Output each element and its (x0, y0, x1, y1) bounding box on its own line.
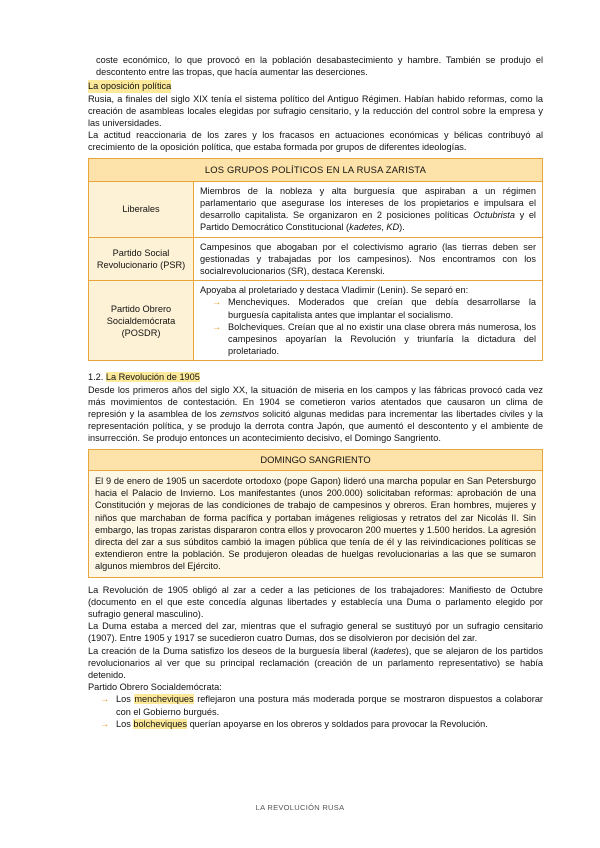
table-row (89, 237, 543, 281)
group-name: Partido Social Revolucionario (PSR) (89, 237, 194, 281)
after-paragraph-3: La creación de la Duma satisfizo los deseos de la burguesía liberal (kadetes), que se alejaron de los partidos revolucionarios al ver que su principal reclamación (creación de un parlamento representativo) se había detenido. (88, 645, 543, 680)
group-name: Liberales (89, 181, 194, 237)
document-page (88, 54, 543, 730)
page-footer: LA REVOLUCIÓN RUSA (255, 803, 345, 812)
after-paragraph-4: Partido Obrero Socialdemócrata: (88, 682, 222, 693)
oposicion-paragraph-1: Rusia, a finales del siglo XIX tenía el sistema político del Antiguo Régimen. Habían habido reformas, como la creación de asambleas locales elegidas por sufragio censitario, y la reducción del control sobre la empresa y las universidades. (88, 93, 543, 129)
table-row (89, 181, 543, 237)
list-item: → Los bolcheviques querían apoyarse en los obreros y soldados para provocar la Revolución. (100, 718, 488, 729)
after-paragraph-2: La Duma estaba a merced del zar, mientras que el sufragio general se sustituyó por un sufragio censitario (1907). Entre 1905 y 1917 se sucedieron cuatro Dumas, dos se disolvieron por decisión del zar. (88, 621, 543, 644)
list-item: → Bolcheviques. Creían que al no existir una clase obrera más numerosa, los campesinos apoyarían la Revolución y triunfaría la dictadura del proletariado. (212, 321, 536, 357)
arrow-right-icon: → (212, 297, 222, 308)
section-heading-oposicion: La oposición política (88, 81, 172, 92)
revolucion-paragraph: Desde los primeros años del siglo XX, la situación de miseria en los campos y las fábricas provocó cada vez más movimientos de contestación. En 1904 se cometieron varios atentados que causaron un clima de represión y la asamblea de los zemstvos solicitó algunas medidas para incrementar las libertades civiles y la representación política, y se produjo la derrota contra Japón, que aumentó el descontento y el ambiente de insurrección. Se produjo entonces un acontecimiento decisivo, el Domingo Sangriento. (88, 384, 543, 444)
grupos-politicos-table (88, 158, 543, 362)
list-item: → Mencheviques. Moderados que creían que debía desarrollarse la burguesía capitalista antes que implantar el socialismo. (212, 297, 536, 320)
group-description: Apoyaba al proletariado y destaca Vladimir (Lenin). Se separó en: → Mencheviques. Moderados que creían que debía desarrollarse la burguesía capitalista antes que implantar el socialismo. → Bolcheviques. Creían que al no existir una clase obrera más numerosa, los campesinos apoyarían la Revolución y triunfaría la dictadura del proletariado. (194, 281, 543, 361)
arrow-right-icon: → (100, 694, 110, 705)
after-paragraph-1: La Revolución de 1905 obligó al zar a ceder a las peticiones de los trabajadores: Manifiesto de Octubre (documento en el que este concedía algunas libertades y establecía una Duma o parlamento elegido por sufragio general masculino). (88, 584, 543, 619)
list-item: → Los mencheviques reflejaron una postura más moderada porque se mostraron dispuestos a colaborar con el Gobierno burgués. (100, 694, 543, 717)
table-row (89, 281, 543, 361)
group-name: Partido Obrero Socialdemócrata (POSDR) (89, 281, 194, 361)
arrow-right-icon: → (100, 718, 110, 729)
intro-continuation: coste económico, lo que provocó en la población desabastecimiento y hambre. También se produjo el descontento entre las tropas, que hacía aumentar las deserciones. (96, 55, 543, 78)
domingo-sangriento-box (88, 449, 543, 578)
group-description: Miembros de la nobleza y alta burguesía que aspiraban a un régimen parlamentario que asegurase los intereses de los propietarios e impulsara el desarrollo capitalista. Se organizaron en 2 posiciones políticas Octubrista y el Partido Democrático Constitucional (kadetes, KD). (194, 181, 543, 237)
oposicion-paragraph-2: La actitud reaccionaria de los zares y los fracasos en actuaciones económicas y bélicas contribuyó al crecimiento de la oposición política, que estaba formada por grupos de diferentes ideologías. (88, 130, 543, 153)
section-heading-revolucion-1905: 1.2. La Revolución de 1905 (88, 372, 200, 383)
group-description: Campesinos que abogaban por el colectivismo agrario (las tierras deben ser gestionadas y trabajadas por los campesinos). Nos encontramos con los socialrevolucionarios (SR), destaca Kerenski. (194, 237, 543, 281)
box-title: DOMINGO SANGRIENTO (89, 450, 542, 471)
table-title: LOS GRUPOS POLÍTICOS EN LA RUSA ZARISTA (89, 158, 543, 181)
box-body: El 9 de enero de 1905 un sacerdote ortodoxo (pope Gapon) lideró una marcha popular en San Petersburgo hacia el Palacio de Invierno. Los manifestantes (unos 200.000) solicitaban reformas: aprobación de una Constitución y mejoras de las condiciones de trabajo de campesinos y obreros. Eran hombres, mujeres y niños que marchaban de forma pacífica y portaban imágenes religiosas y retratos del zar Nicolás II. Sin embargo, las tropas zaristas dispararon contra ellos y provocaron 200 muertes y 1.500 heridos. La agresión directa del zar a sus súbditos cambió la imagen pública que tenía de él y las reivindicaciones políticas se extendieron entre la población. Se produjeron oleadas de huelgas revolucionarias a las que se sumaron algunos miembros del Ejército. (89, 471, 542, 577)
arrow-right-icon: → (212, 321, 222, 332)
